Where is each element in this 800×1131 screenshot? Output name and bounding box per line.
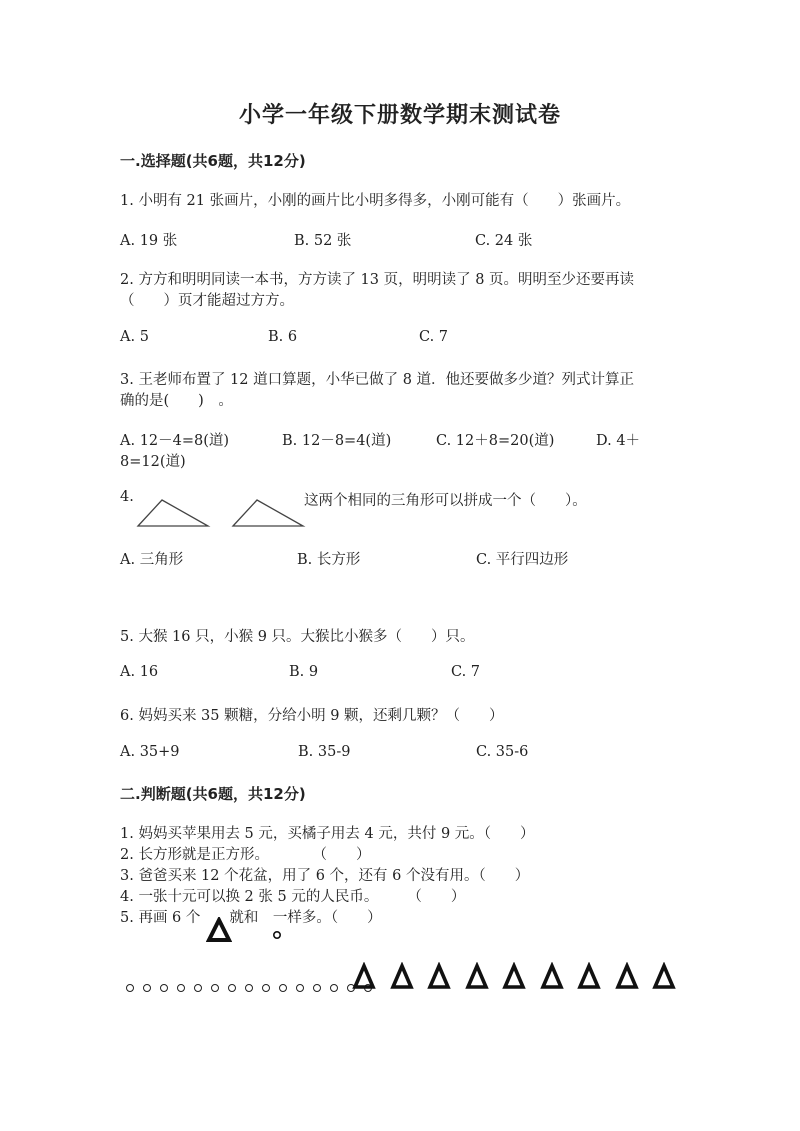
triangle-mark [390,962,414,990]
question-6: 6. 妈妈买来 35 颗糖，分给小明 9 颗，还剩几颗？（ ） [120,708,504,724]
circle-mark [245,984,253,992]
q4-option-c: C. 平行四边形 [476,552,569,568]
circle-mark [160,984,168,992]
q3-option-c: C. 12＋8=20(道) [436,433,555,449]
triangle-mark [652,962,676,990]
circle-symbol-icon [272,930,282,940]
triangle-mark [577,962,601,990]
triangle-left [138,500,208,526]
circle-mark [330,984,338,992]
question-1: 1. 小明有 21 张画片，小刚的画片比小明多得多，小刚可能有（ ）张画片。 [120,193,631,209]
triangle-symbol-icon [206,917,232,943]
section-2-heading: 二.判断题(共6题，共12分) [120,785,306,803]
circle-mark [262,984,270,992]
triangle-mark [427,962,451,990]
circle-mark [126,984,134,992]
question-4-text: 这两个相同的三角形可以拼成一个（ ）。 [304,493,587,509]
triangle-mark [465,962,489,990]
section-1-heading: 一.选择题(共6题，共12分) [120,152,306,170]
question-3-line-2: 确的是( ) 。 [120,393,233,409]
question-2-line-1: 2. 方方和明明同读一本书，方方读了 13 页，明明读了 8 页。明明至少还要再读 [120,272,635,288]
q6-option-a: A. 35+9 [120,744,180,760]
circle-mark [228,984,236,992]
circle-mark [279,984,287,992]
q3-option-b: B. 12－8=4(道) [282,433,392,449]
question-2-line-2: （ ）页才能超过方方。 [120,293,294,309]
q6-option-b: B. 35-9 [298,744,351,760]
q2-option-c: C. 7 [419,329,449,345]
question-3-line-1: 3. 王老师布置了 12 道口算题，小华已做了 8 道．他还要做多少道？列式计算正 [120,372,635,388]
page-title: 小学一年级下册数学期末测试卷 [238,103,561,128]
judge-item-5: 5. 再画 6 个 就和 一样多。（ ） [120,910,382,926]
judge-item-3: 3. 爸爸买来 12 个花盆，用了 6 个，还有 6 个没有用。（ ） [120,868,530,884]
q6-option-c: C. 35-6 [476,744,529,760]
circle-mark [177,984,185,992]
q5-option-c: C. 7 [451,664,481,680]
circle-mark [296,984,304,992]
triangle-mark [502,962,526,990]
judge-item-1: 1. 妈妈买苹果用去 5 元，买橘子用去 4 元，共付 9 元。（ ） [120,826,535,842]
q2-option-b: B. 6 [268,329,298,345]
q3-option-d: D. 4＋ [596,433,641,449]
q3-option-d-continued: 8=12(道) [120,454,186,470]
circle-mark [211,984,219,992]
q1-option-a: A. 19 张 [120,233,178,249]
triangle-right [233,500,303,526]
circle-mark [313,984,321,992]
q3-option-a: A. 12－4=8(道) [120,433,230,449]
q5-option-b: B. 9 [289,664,319,680]
circle-mark [194,984,202,992]
question-5: 5. 大猴 16 只，小猴 9 只。大猴比小猴多（ ）只。 [120,629,475,645]
q1-option-b: B. 52 张 [294,233,352,249]
judge-item-2: 2. 长方形就是正方形。 （ ） [120,847,371,863]
question-4-number: 4. [120,489,134,505]
q2-option-a: A. 5 [120,329,149,345]
judge-item-4: 4. 一张十元可以换 2 张 5 元的人民币。 （ ） [120,889,466,905]
two-triangles-figure [136,498,311,530]
triangle-mark [615,962,639,990]
triangles-row [352,962,690,990]
q5-option-a: A. 16 [120,664,159,680]
q4-option-b: B. 长方形 [297,552,361,568]
circles-row [126,962,381,992]
q1-option-c: C. 24 张 [475,233,533,249]
q4-option-a: A. 三角形 [120,552,184,568]
triangle-mark [352,962,376,990]
triangle-mark [540,962,564,990]
circle-mark [143,984,151,992]
